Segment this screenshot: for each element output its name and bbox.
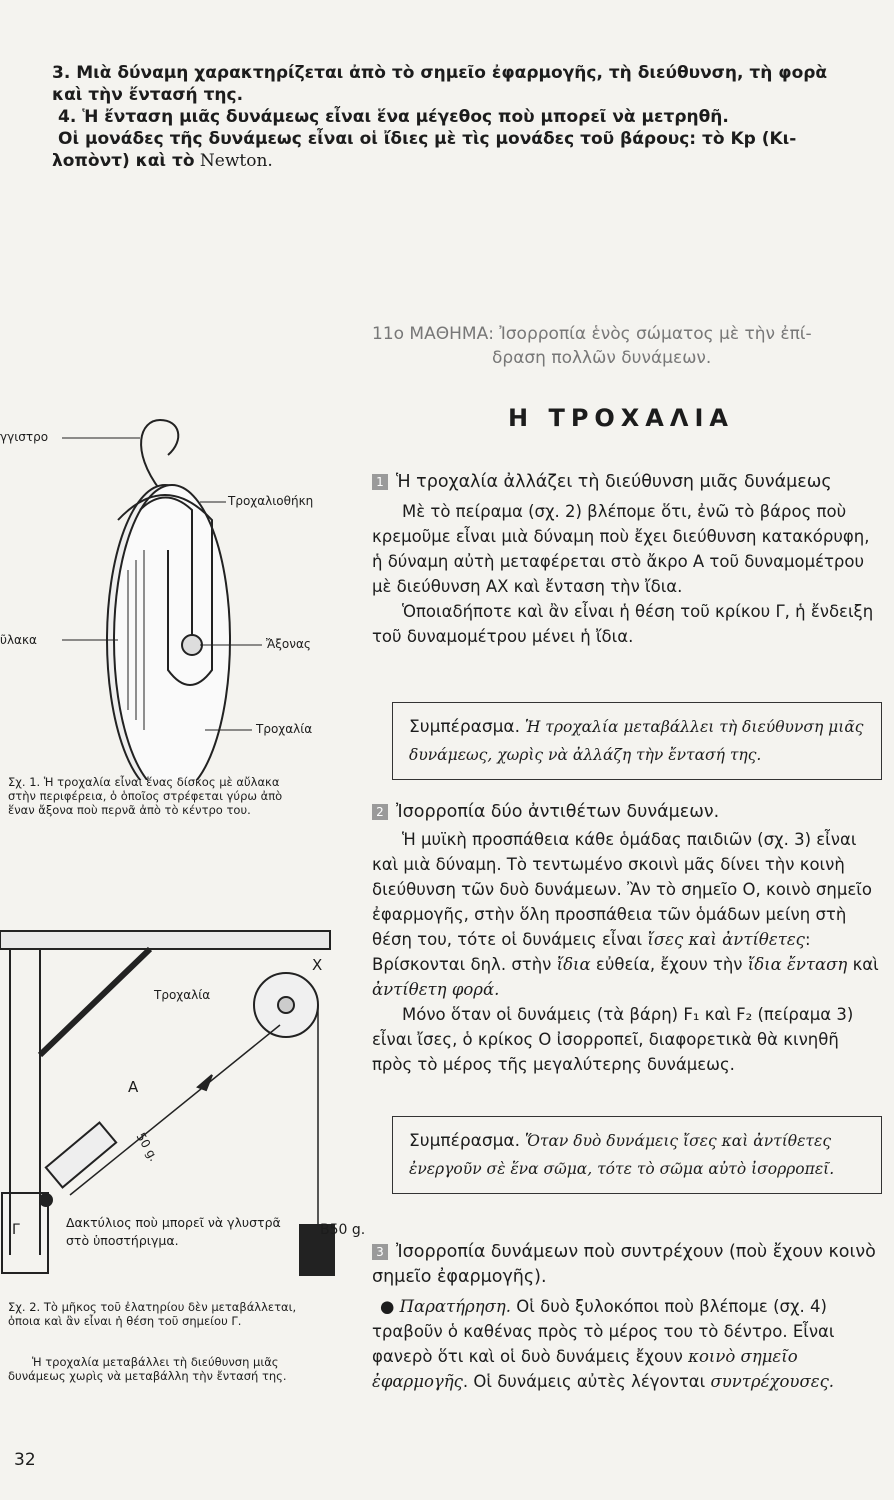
section-3 (372, 1240, 884, 1394)
label-axle: Ἄξονας (266, 637, 311, 651)
intro-line: Οἱ μονάδες τῆς δυνάμεως εἶναι οἱ ἴδιες μὲ τὶς μονάδες τοῦ βάρους: τὸ Kp (Κι- (58, 129, 797, 149)
label-hook: γγιστρο (0, 430, 49, 444)
conclusion-box-1 (392, 702, 882, 780)
paragraph: Μόνο ὅταν οἱ δυνάμεις (τὰ βάρη) F₁ καὶ F₂ (πείραμα 3) εἶναι ἴσες, ὁ κρίκος Ο ἰσορροπεῖ, διαφορετικὰ θὰ κινηθῆ πρὸς τὸ μέρος τῆς μεγαλύτερης δυνάμεως. (372, 1005, 854, 1074)
spring-scale-icon (46, 1123, 116, 1188)
label-ring: Γ (12, 1222, 20, 1238)
label-x: X (312, 956, 323, 974)
conclusion-label: Συμπέρασμα. (409, 1131, 521, 1151)
conclusion-box-2 (392, 1116, 882, 1194)
paragraph: Ὁποιαδήποτε καὶ ἂν εἶναι ἡ θέση τοῦ κρίκου Γ, ἡ ἔνδειξη τοῦ δυναμομέτρου μένει ἡ ἴδια. (372, 602, 874, 646)
section-heading: 1 Ἡ τροχαλία ἀλλάζει τὴ διεύθυνση μιᾶς δυνάμεως (372, 470, 882, 495)
section-number-badge: 2 (372, 804, 388, 820)
label-scale: 50 g. (133, 1130, 161, 1164)
figure-1-caption: Σχ. 1. Ἡ τροχαλία εἶναι ἕνας δίσκος μὲ αὔλακα στὴν περιφέρεια, ὁ ὁποῖος στρέφεται γύρω ἀπὸ ἕναν ἄξονα ποὺ περνᾶ ἀπὸ τὸ κέντρο του. (8, 775, 283, 817)
intro-text (52, 62, 882, 172)
lesson-line: δραση πολλῶν δυνάμεων. (492, 348, 712, 368)
intro-line: 4. Ἡ ἔνταση μιᾶς δυνάμεως εἶναι ἕνα μέγεθος ποὺ μπορεῖ νὰ μετρηθῆ. (58, 107, 729, 127)
section-number-badge: 3 (372, 1244, 388, 1260)
intro-line: καὶ τὴν ἔντασή της. (52, 85, 244, 105)
page-title: Η ΤΡΟΧΑΛΙΑ (508, 404, 734, 432)
ring-icon (40, 1194, 52, 1206)
lesson-header (372, 322, 882, 370)
section-heading: 2 Ἰσορροπία δύο ἀντιθέτων δυνάμεων. (372, 800, 882, 825)
label-housing: Τροχαλιοθήκη (228, 494, 314, 508)
conclusion-label: Συμπέρασμα. (409, 717, 521, 737)
section-number-badge: 1 (372, 474, 388, 490)
lesson-line: 11ο ΜΑΘΗΜΑ: Ἰσορροπία ἑνὸς σώματος μὲ τὴν ἐπί- (372, 324, 812, 344)
label-weight: B50 g. (320, 1222, 366, 1238)
axle-icon (182, 635, 202, 655)
intro-line: 3. Μιὰ δύναμη χαρακτηρίζεται ἀπὸ τὸ σημεῖο ἐφαρμογῆς, τὴ διεύθυνση, τὴ φορὰ (52, 63, 828, 83)
label-pulley: Τροχαλία (256, 722, 313, 736)
paragraph: Ἡ μυϊκὴ προσπάθεια κάθε ὁμάδας παιδιῶν (σχ. 3) εἶναι καὶ μιὰ δύναμη. Τὸ τεντωμένο σκοινὶ μᾶς δίνει τὴν κοινὴ διεύθυνση τῶν δυὸ δυνάμεων. Ἂν τὸ σημεῖο Ο, κοινὸ σημεῖο ἐφαρμογῆς, στὴν ὅλη προσπάθεια τῶν ὁμάδων μείνη στὴ θέση του, τότε οἱ δυνάμεις εἶναι ἴσες καὶ ἀντίθετες: Βρίσκονται δηλ. στὴν ἴδια εὐθεία, ἔχουν τὴν ἴδια ἔνταση καὶ ἀντίθετη φορά. (372, 830, 879, 999)
page-number: 32 (14, 1450, 36, 1470)
figure-2-caption-2: Ἡ τροχαλία μεταβάλλει τὴ διεύθυνση μιᾶς δυνάμεως χωρὶς νὰ μεταβάλλη τὴν ἔντασή της. (8, 1355, 287, 1383)
label-ring-text: Δακτύλιος ποὺ μπορεῖ νὰ γλυστρᾶ στὸ ὑποστήριγμα. (66, 1215, 281, 1248)
conclusion-text: Ἡ τροχαλία μεταβάλλει τὴ διεύθυνση μιᾶς δυνάμεως, χωρὶς νὰ ἀλλάζη τὴν ἔντασή της. (409, 718, 864, 764)
hook-icon (141, 420, 178, 490)
label-pulley: Τροχαλία (154, 988, 211, 1002)
paragraph: ● Παρατήρηση. Οἱ δυὸ ξυλοκόποι ποὺ βλέπομε (σχ. 4) τραβοῦν ὁ καθένας πρὸς τὸ μέρος του τὸ δέντρο. Εἶναι φανερὸ ὅτι καὶ οἱ δυὸ δυνάμεις ἔχουν κοινὸ σημεῖο ἐφαρμογῆς. Οἱ δυνάμεις αὐτὲς λέγονται συντρέχουσες. (372, 1297, 835, 1391)
label-groove: ῦλακα (0, 633, 37, 647)
paragraph: Μὲ τὸ πείραμα (σχ. 2) βλέπομε ὅτι, ἐνῶ τὸ βάρος ποὺ κρεμοῦμε εἶναι μιὰ δύναμη ποὺ ἔχει διεύθυνση κατακόρυφη, ἡ δύναμη αὐτὴ μεταφέρεται στὸ ἄκρο Α τοῦ δυναμομέτρου μὲ διεύθυνση ΑΧ καὶ ἔνταση τὴν ἴδια. (372, 502, 870, 596)
table-icon (0, 931, 330, 949)
section-2 (372, 800, 882, 1077)
figure-2-caption: Σχ. 2. Τὸ μῆκος τοῦ ἐλατηρίου δὲν μεταβάλλεται, ὁποια καὶ ἂν εἶναι ἡ θέση τοῦ σημείου Γ. (8, 1300, 297, 1328)
section-1 (372, 470, 882, 649)
intro-line: λοπὸντ) καὶ τὸ Newton. (52, 151, 273, 171)
label-a: A (128, 1078, 139, 1096)
section-heading: 3 Ἰσορροπία δυνάμεων ποὺ συντρέχουν (ποὺ ἔχουν κοινὸ σημεῖο ἐφαρμογῆς). (372, 1242, 876, 1287)
conclusion-text: Ὅταν δυὸ δυνάμεις ἴσες καὶ ἀντίθετες ἐνεργοῦν σὲ ἕνα σῶμα, τότε τὸ σῶμα αὐτὸ ἰσορροπεῖ. (409, 1132, 835, 1178)
